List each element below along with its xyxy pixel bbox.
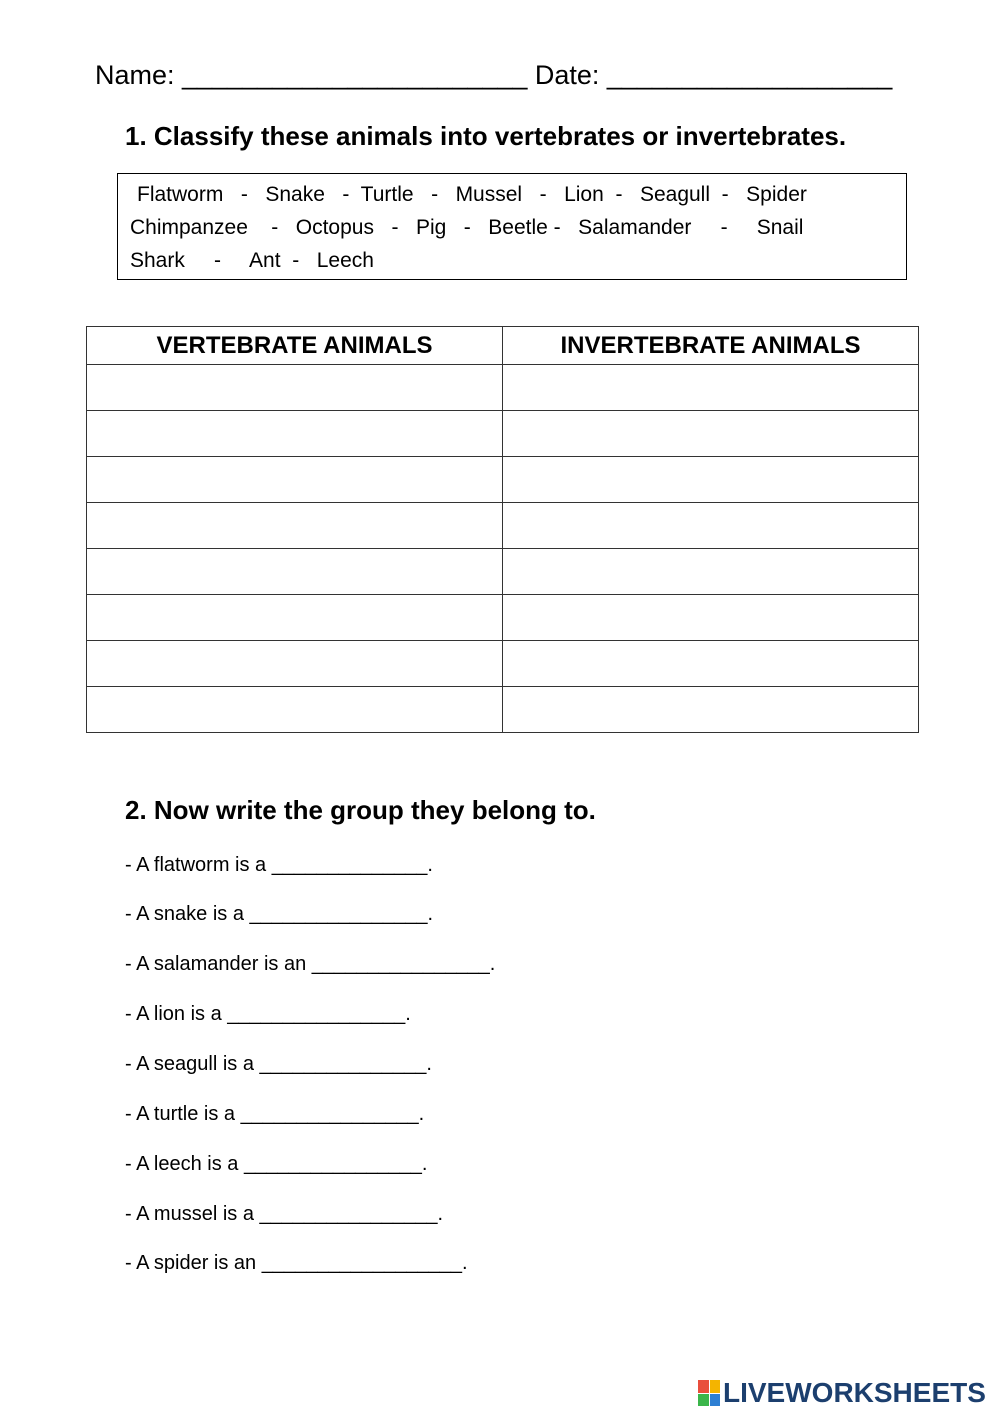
- fill-in-sentence[interactable]: - A spider is an __________________.: [125, 1252, 468, 1274]
- liveworksheets-logo: [698, 1377, 986, 1409]
- animal-word-box: [117, 173, 907, 280]
- fill-in-sentence[interactable]: - A snake is a ________________.: [125, 903, 434, 925]
- question-1-title: 1. Classify these animals into vertebrates or invertebrates.: [125, 121, 847, 151]
- table-row: [87, 641, 919, 687]
- logo-text: LIVEWORKSHEETS: [723, 1377, 986, 1408]
- name-date-header: Name: _______________________ Date: ___________________: [95, 60, 893, 90]
- table-row: [87, 549, 919, 595]
- fill-in-sentence[interactable]: - A seagull is a _______________.: [125, 1053, 432, 1075]
- invertebrate-cell[interactable]: [503, 457, 919, 503]
- table-row: [87, 503, 919, 549]
- vertebrate-cell[interactable]: [87, 411, 503, 457]
- table-row: [87, 411, 919, 457]
- fill-in-sentence[interactable]: - A leech is a ________________.: [125, 1153, 428, 1175]
- table-row: [87, 457, 919, 503]
- invertebrate-cell[interactable]: [503, 687, 919, 733]
- fill-in-sentence[interactable]: - A turtle is a ________________.: [125, 1103, 425, 1125]
- invertebrate-header: INVERTEBRATE ANIMALS: [503, 327, 919, 365]
- vertebrate-cell[interactable]: [87, 503, 503, 549]
- word-line-3: Shark - Ant - Leech: [130, 249, 374, 272]
- word-line-1: Flatworm - Snake - Turtle - Mussel - Lion - Seagull - Spider: [137, 183, 807, 206]
- vertebrate-cell[interactable]: [87, 365, 503, 411]
- classification-table: [86, 326, 919, 733]
- table-row: [87, 687, 919, 733]
- logo-square-green: [698, 1394, 709, 1407]
- fill-in-sentence[interactable]: - A flatworm is a ______________.: [125, 854, 433, 876]
- logo-square-red: [698, 1380, 709, 1393]
- fill-in-sentence[interactable]: - A salamander is an ________________.: [125, 953, 496, 975]
- fill-in-sentence[interactable]: - A mussel is a ________________.: [125, 1203, 444, 1225]
- invertebrate-cell[interactable]: [503, 641, 919, 687]
- question-2-title: 2. Now write the group they belong to.: [125, 795, 596, 825]
- vertebrate-cell[interactable]: [87, 595, 503, 641]
- table-row: [87, 595, 919, 641]
- invertebrate-cell[interactable]: [503, 549, 919, 595]
- invertebrate-cell[interactable]: [503, 365, 919, 411]
- table-row: [87, 365, 919, 411]
- fill-in-sentence[interactable]: - A lion is a ________________.: [125, 1003, 411, 1025]
- invertebrate-cell[interactable]: [503, 411, 919, 457]
- invertebrate-cell[interactable]: [503, 503, 919, 549]
- vertebrate-cell[interactable]: [87, 457, 503, 503]
- liveworksheets-logo-icon: [698, 1380, 720, 1406]
- invertebrate-cell[interactable]: [503, 595, 919, 641]
- vertebrate-cell[interactable]: [87, 641, 503, 687]
- vertebrate-header: VERTEBRATE ANIMALS: [87, 327, 503, 365]
- logo-square-blue: [710, 1394, 721, 1407]
- vertebrate-cell[interactable]: [87, 687, 503, 733]
- vertebrate-cell[interactable]: [87, 549, 503, 595]
- word-line-2: Chimpanzee - Octopus - Pig - Beetle - Salamander - Snail: [130, 216, 804, 239]
- logo-square-yellow: [710, 1380, 721, 1393]
